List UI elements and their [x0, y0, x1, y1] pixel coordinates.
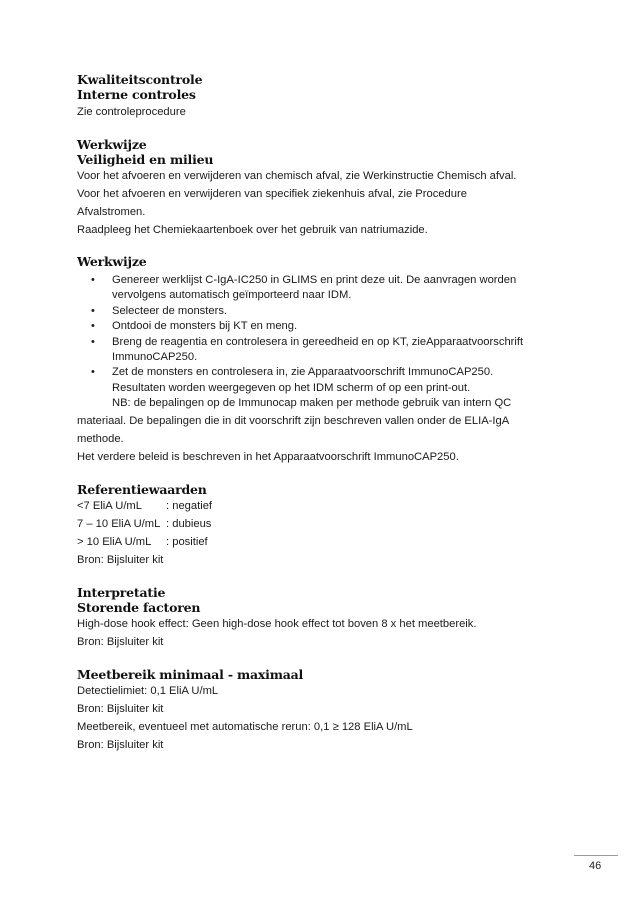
- list-item-text: • Breng de reagentia en controlesera in gereedheid en op KT, zieApparaatvoorschrift: [112, 335, 524, 348]
- procedure-list: [77, 273, 557, 396]
- heading-meetbereik: Meetbereik minimaal - maximaal: [77, 666, 304, 682]
- list-item-text: • Genereer werklijst C-IgA-IC250 in GLIMS en print deze uit. De aanvragen worden: [112, 274, 517, 286]
- paragraph-line: High-dose hook effect: Geen high-dose hook effect tot boven 8 x het meetbereik.: [77, 617, 477, 630]
- heading-referentiewaarden: Referentiewaarden: [77, 481, 207, 497]
- list-item: [77, 365, 557, 396]
- paragraph-line: Voor het afvoeren en verwijderen van chemisch afval, zie Werkinstructie Chemisch afval.: [77, 170, 517, 182]
- page-number: 46: [589, 860, 602, 872]
- reference-range: 7 – 10 EliA U/mL: [77, 517, 161, 530]
- paragraph-line: Detectielimiet: 0,1 EliA U/mL: [77, 684, 219, 697]
- note-text: NB: de bepalingen op de Immunocap maken per methode gebruik van intern QC: [112, 397, 512, 410]
- list-item-text: ImmunoCAP250.: [112, 351, 198, 364]
- reference-result: : negatief: [166, 499, 213, 512]
- list-item-text: • Zet de monsters en controlesera in, zie Apparaatvoorschrift ImmunoCAP250.: [112, 366, 494, 379]
- paragraph-line: Het verdere beleid is beschreven in het Apparaatvoorschrift ImmunoCAP250.: [77, 450, 459, 463]
- reference-range: > 10 EliA U/mL: [77, 535, 152, 548]
- list-item-text: Resultaten worden weergegeven op het IDM scherm of op een print-out.: [112, 381, 471, 394]
- list-item: [77, 335, 557, 366]
- paragraph-line: Voor het afvoeren en verwijderen van specifiek ziekenhuis afval, zie Procedure: [77, 188, 467, 200]
- source-line: Bron: Bijsluiter kit: [77, 738, 164, 751]
- reference-row: [77, 515, 557, 533]
- list-item-text: • Selecteer de monsters.: [112, 304, 228, 317]
- subheading-interne-controles: Interne controles: [77, 87, 196, 102]
- source-line: Bron: Bijsluiter kit: [77, 553, 164, 566]
- heading-kwaliteitscontrole: Kwaliteitscontrole: [77, 72, 203, 87]
- subheading-veiligheid-milieu: Veiligheid en milieu: [77, 152, 214, 167]
- subheading-storende-factoren: Storende factoren: [77, 599, 201, 615]
- reference-row: [77, 533, 557, 551]
- list-item-text: • Ontdooi de monsters bij KT en meng.: [112, 320, 298, 333]
- footer-divider: [574, 855, 618, 856]
- document-page: [77, 72, 557, 754]
- list-item: [77, 273, 557, 304]
- reference-result: : dubieus: [166, 517, 212, 530]
- paragraph-controleprocedure: Zie controleprocedure: [77, 106, 186, 118]
- heading-werkwijze-2: Werkwijze: [77, 254, 147, 269]
- reference-row: [77, 497, 557, 515]
- source-line: Bron: Bijsluiter kit: [77, 702, 164, 715]
- paragraph-line: Raadpleeg het Chemiekaartenboek over het gebruik van natriumazide.: [77, 224, 428, 236]
- paragraph-line: Afvalstromen.: [77, 206, 146, 218]
- list-item-text: vervolgens automatisch geïmporteerd naar IDM.: [112, 289, 352, 302]
- reference-result: : positief: [166, 535, 208, 548]
- source-line: Bron: Bijsluiter kit: [77, 635, 164, 648]
- heading-werkwijze-1: Werkwijze: [77, 137, 147, 152]
- heading-interpretatie: Interpretatie: [77, 584, 166, 600]
- paragraph-line: Meetbereik, eventueel met automatische rerun: 0,1 ≥ 128 EliA U/mL: [77, 720, 413, 733]
- reference-range: <7 EliA U/mL: [77, 499, 142, 512]
- paragraph-line: methode.: [77, 432, 124, 445]
- paragraph-line: materiaal. De bepalingen die in dit voorschrift zijn beschreven vallen onder de ELIA-IgA: [77, 414, 510, 427]
- list-item: [77, 304, 557, 319]
- list-item: [77, 319, 557, 334]
